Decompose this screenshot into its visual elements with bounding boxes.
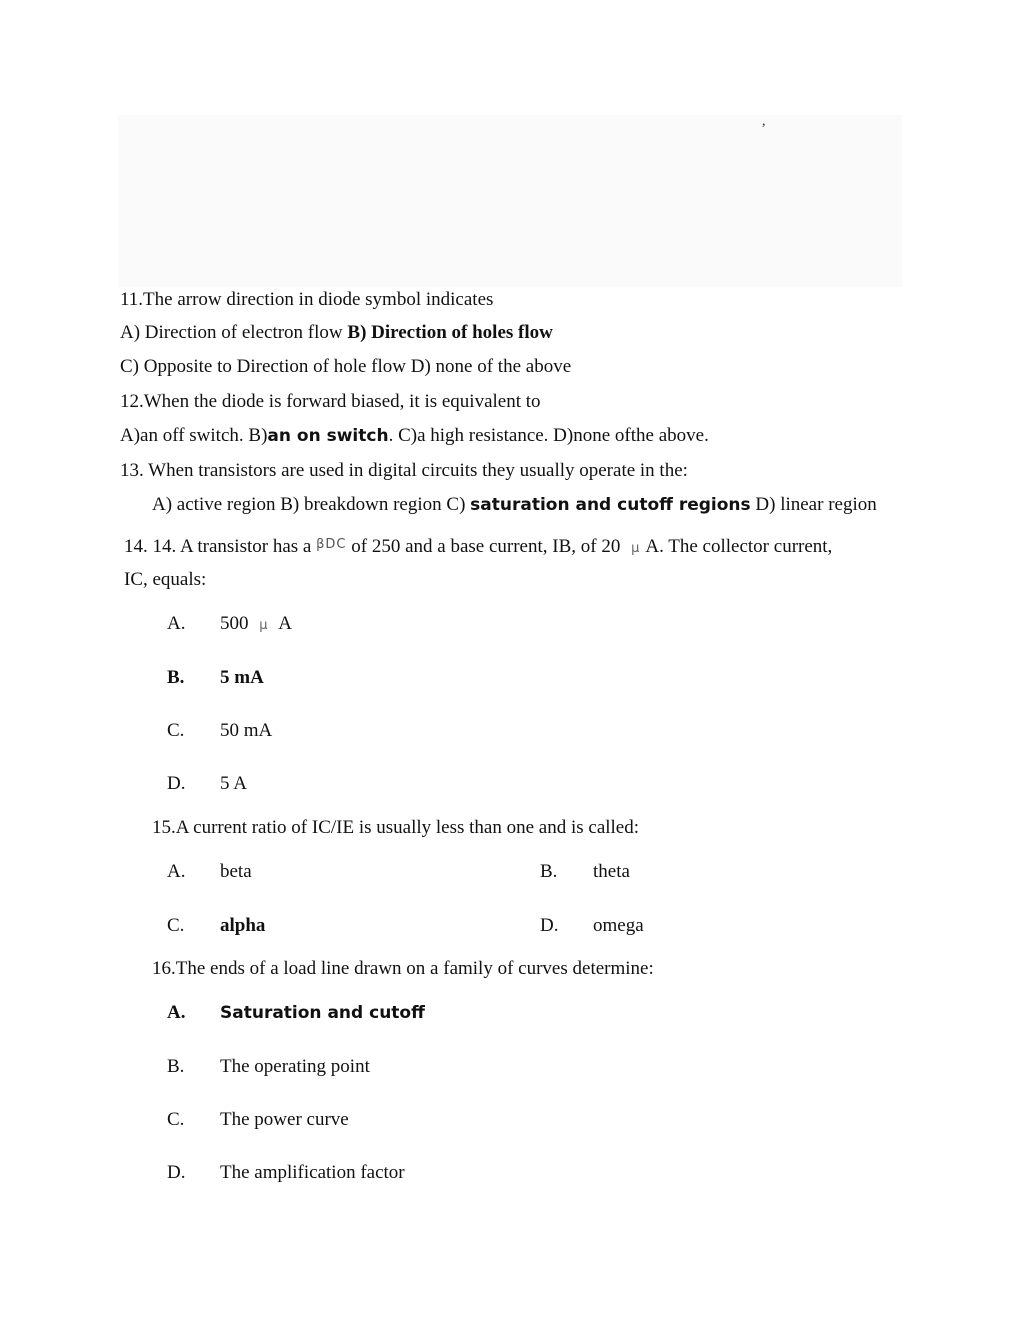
q11-option-a: A) Direction of electron flow [120,322,348,343]
q16-option-d-text: The amplification factor [220,1162,405,1183]
q15-option-a-letter: A. [167,861,186,882]
q12-option-a: A)an off switch. B) [120,425,268,446]
q16-option-b-text: The operating point [220,1056,370,1077]
q14-option-c-letter: C. [167,720,185,741]
q11-stem: 11.The arrow direction in diode symbol indicates [120,289,494,310]
q12-option-b-answer: an on switch [267,426,389,446]
q11-options-line1 [120,321,553,345]
q12-option-rest: . C)a high resistance. D)none ofthe above. [388,425,709,446]
q16-option-a-letter: A. [167,1002,186,1023]
q14-option-b-answer: 5 mA [220,667,264,688]
q11-options-line2: C) Opposite to Direction of hole flow D) none of the above [120,356,572,377]
q15-option-d-text: omega [593,915,644,936]
q12-stem: 12.When the diode is forward biased, it is equivalent to [120,391,541,412]
mu-symbol: μ [631,541,640,556]
q12-options [120,424,709,448]
q11-option-b-answer: B) Direction of holes flow [347,322,553,343]
q15-option-d-letter: D. [540,915,559,936]
header-mark: , [762,114,766,129]
header-region [118,115,902,287]
q14-part2: of 250 and a base current, IB, of 20 [346,536,626,557]
q16-option-b-letter: B. [167,1056,185,1077]
q15-option-c-answer: alpha [220,915,266,936]
mu-symbol: μ [259,618,268,633]
q14-option-b-letter: B. [167,667,185,688]
q13-options-plain: A) active region B) breakdown region C) [152,494,471,515]
q14-option-a-unit: A [273,613,293,634]
beta-dc-symbol: βDC [316,537,347,552]
q14-option-a-value: 500 [220,613,254,634]
q13-options-end: D) linear region [750,494,877,515]
q16-option-d-letter: D. [167,1162,186,1183]
q16-stem: 16.The ends of a load line drawn on a family of curves determine: [152,958,654,979]
q13-stem: 13. When transistors are used in digital circuits they usually operate in the: [120,460,688,481]
q13-options [152,493,877,517]
q15-stem: 15.A current ratio of IC/IE is usually less than one and is called: [152,817,640,838]
q14-option-c-text: 50 mA [220,720,273,741]
q14-stem-line2: IC, equals: [124,569,207,590]
q14-part1: 14. 14. A transistor has a [124,536,317,557]
q15-option-b-text: theta [593,861,630,882]
q14-option-a-text [220,612,292,638]
q14-stem-line1 [124,533,832,561]
q15-option-c-letter: C. [167,915,185,936]
q16-option-c-letter: C. [167,1109,185,1130]
q14-option-d-letter: D. [167,773,186,794]
q14-option-a-letter: A. [167,613,186,634]
q13-option-c-answer: saturation and cutoff regions [470,495,751,515]
q14-option-d-text: 5 A [220,773,247,794]
q15-option-a-text: beta [220,861,252,882]
q16-option-c-text: The power curve [220,1109,349,1130]
q15-option-b-letter: B. [540,861,558,882]
q14-part3: A. The collector current, [645,536,833,557]
q16-option-a-answer: Saturation and cutoff [220,1003,425,1023]
